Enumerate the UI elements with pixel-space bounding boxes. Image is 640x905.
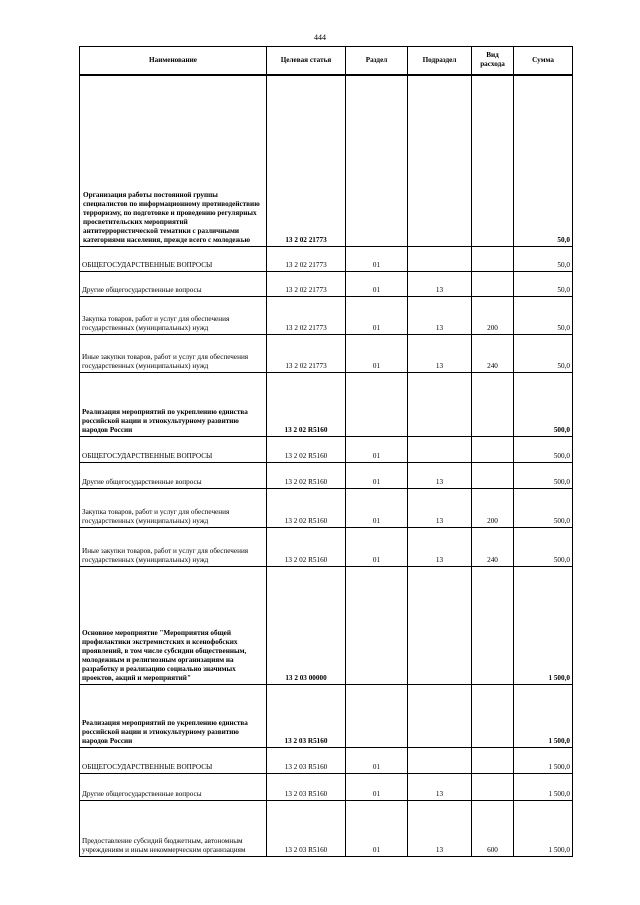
table-row bbox=[80, 462, 573, 488]
row-amount: 1 500,0 bbox=[514, 773, 573, 800]
header-amount: Сумма bbox=[514, 47, 573, 76]
row-subsection: 13 bbox=[408, 527, 472, 566]
row-section bbox=[346, 566, 408, 684]
table-row bbox=[80, 747, 573, 773]
row-name: Реализация мероприятий по укреплению единства российской нации и этнокультурному развитию народов России bbox=[80, 372, 267, 436]
row-section: 01 bbox=[346, 436, 408, 462]
page-number: 444 bbox=[314, 33, 326, 42]
row-subsection bbox=[408, 747, 472, 773]
row-target-code: 13 2 03 R5160 bbox=[267, 800, 346, 856]
row-target-code: 13 2 02 21773 bbox=[267, 334, 346, 372]
row-amount: 1 500,0 bbox=[514, 747, 573, 773]
row-expense-type: 200 bbox=[472, 296, 514, 334]
row-expense-type: 200 bbox=[472, 488, 514, 527]
row-amount: 500,0 bbox=[514, 462, 573, 488]
row-expense-type: 240 bbox=[472, 334, 514, 372]
row-amount: 50,0 bbox=[514, 75, 573, 246]
row-target-code: 13 2 02 R5160 bbox=[267, 488, 346, 527]
row-subsection: 13 bbox=[408, 462, 472, 488]
row-section: 01 bbox=[346, 488, 408, 527]
row-amount: 500,0 bbox=[514, 527, 573, 566]
row-expense-type bbox=[472, 372, 514, 436]
row-expense-type bbox=[472, 75, 514, 246]
budget-table bbox=[79, 46, 573, 857]
row-subsection bbox=[408, 246, 472, 271]
row-amount: 50,0 bbox=[514, 334, 573, 372]
row-expense-type: 240 bbox=[472, 527, 514, 566]
row-section: 01 bbox=[346, 334, 408, 372]
row-section bbox=[346, 372, 408, 436]
row-amount: 1 500,0 bbox=[514, 800, 573, 856]
row-target-code: 13 2 02 R5160 bbox=[267, 436, 346, 462]
row-subsection: 13 bbox=[408, 488, 472, 527]
row-subsection bbox=[408, 372, 472, 436]
row-name: Другие общегосударственные вопросы bbox=[80, 773, 267, 800]
row-name: Иные закупки товаров, работ и услуг для обеспечения государственных (муниципальных) нужд bbox=[80, 334, 267, 372]
header-expense-type: Вид расхода bbox=[472, 47, 514, 76]
row-target-code: 13 2 02 21773 bbox=[267, 271, 346, 296]
row-amount: 1 500,0 bbox=[514, 566, 573, 684]
row-subsection: 13 bbox=[408, 800, 472, 856]
row-expense-type bbox=[472, 684, 514, 747]
row-amount: 500,0 bbox=[514, 436, 573, 462]
row-amount: 50,0 bbox=[514, 246, 573, 271]
row-expense-type bbox=[472, 271, 514, 296]
row-expense-type: 600 bbox=[472, 800, 514, 856]
header-target: Целевая статья bbox=[267, 47, 346, 76]
row-target-code: 13 2 03 00000 bbox=[267, 566, 346, 684]
table-row bbox=[80, 566, 573, 684]
row-name: ОБЩЕГОСУДАРСТВЕННЫЕ ВОПРОСЫ bbox=[80, 747, 267, 773]
row-subsection bbox=[408, 436, 472, 462]
row-target-code: 13 2 02 21773 bbox=[267, 296, 346, 334]
row-name: ОБЩЕГОСУДАРСТВЕННЫЕ ВОПРОСЫ bbox=[80, 246, 267, 271]
row-target-code: 13 2 03 R5160 bbox=[267, 684, 346, 747]
table-row bbox=[80, 372, 573, 436]
row-name: ОБЩЕГОСУДАРСТВЕННЫЕ ВОПРОСЫ bbox=[80, 436, 267, 462]
header-subsection: Подраздел bbox=[408, 47, 472, 76]
row-section bbox=[346, 75, 408, 246]
row-subsection: 13 bbox=[408, 296, 472, 334]
row-expense-type bbox=[472, 566, 514, 684]
row-section: 01 bbox=[346, 800, 408, 856]
row-amount: 500,0 bbox=[514, 372, 573, 436]
row-name: Иные закупки товаров, работ и услуг для обеспечения государственных (муниципальных) нужд bbox=[80, 527, 267, 566]
row-name: Основное мероприятие "Мероприятия общей профилактики экстремистских и ксенофобских проявлений, в том числе субсидии общественным, молодежным и религиозным организациям на разработку и реализацию социально значимых проектов, акций и мероприятий" bbox=[80, 566, 267, 684]
table-row bbox=[80, 75, 573, 246]
table-row bbox=[80, 271, 573, 296]
row-section: 01 bbox=[346, 773, 408, 800]
row-section: 01 bbox=[346, 271, 408, 296]
row-target-code: 13 2 02 R5160 bbox=[267, 527, 346, 566]
row-expense-type bbox=[472, 773, 514, 800]
table-row bbox=[80, 773, 573, 800]
row-target-code: 13 2 03 R5160 bbox=[267, 747, 346, 773]
row-subsection: 13 bbox=[408, 271, 472, 296]
row-name: Закупка товаров, работ и услуг для обеспечения государственных (муниципальных) нужд bbox=[80, 296, 267, 334]
row-expense-type bbox=[472, 246, 514, 271]
row-subsection bbox=[408, 75, 472, 246]
table-row bbox=[80, 436, 573, 462]
table-row bbox=[80, 296, 573, 334]
row-section: 01 bbox=[346, 747, 408, 773]
header-name: Наименование bbox=[80, 47, 267, 76]
row-subsection: 13 bbox=[408, 334, 472, 372]
row-name: Предоставление субсидий бюджетным, автономным учреждениям и иным некоммерческим организациям bbox=[80, 800, 267, 856]
row-subsection: 13 bbox=[408, 773, 472, 800]
row-name: Реализация мероприятий по укреплению единства российской нации и этнокультурному развитию народов России bbox=[80, 684, 267, 747]
row-section: 01 bbox=[346, 462, 408, 488]
row-target-code: 13 2 03 R5160 bbox=[267, 773, 346, 800]
row-target-code: 13 2 02 21773 bbox=[267, 75, 346, 246]
row-amount: 50,0 bbox=[514, 271, 573, 296]
table-row bbox=[80, 684, 573, 747]
row-section bbox=[346, 684, 408, 747]
header-section: Раздел bbox=[346, 47, 408, 76]
row-amount: 50,0 bbox=[514, 296, 573, 334]
row-name: Другие общегосударственные вопросы bbox=[80, 271, 267, 296]
table-body bbox=[80, 75, 573, 856]
table-row bbox=[80, 800, 573, 856]
row-amount: 1 500,0 bbox=[514, 684, 573, 747]
table-header-row bbox=[80, 47, 573, 76]
row-section: 01 bbox=[346, 527, 408, 566]
row-subsection bbox=[408, 566, 472, 684]
row-subsection bbox=[408, 684, 472, 747]
table-row bbox=[80, 334, 573, 372]
row-expense-type bbox=[472, 436, 514, 462]
table-row bbox=[80, 246, 573, 271]
row-section: 01 bbox=[346, 296, 408, 334]
row-section: 01 bbox=[346, 246, 408, 271]
table-row bbox=[80, 488, 573, 527]
row-target-code: 13 2 02 R5160 bbox=[267, 462, 346, 488]
row-expense-type bbox=[472, 462, 514, 488]
row-name: Организация работы постоянной группы специалистов по информационному противодействию терроризму, по подготовке и проведению регулярных просветительских мероприятий антитеррористической тематики с различными категориями населения, прежде всего с молодежью bbox=[80, 75, 267, 246]
row-amount: 500,0 bbox=[514, 488, 573, 527]
table-row bbox=[80, 527, 573, 566]
row-target-code: 13 2 02 21773 bbox=[267, 246, 346, 271]
row-name: Другие общегосударственные вопросы bbox=[80, 462, 267, 488]
row-expense-type bbox=[472, 747, 514, 773]
row-target-code: 13 2 02 R5160 bbox=[267, 372, 346, 436]
row-name: Закупка товаров, работ и услуг для обеспечения государственных (муниципальных) нужд bbox=[80, 488, 267, 527]
